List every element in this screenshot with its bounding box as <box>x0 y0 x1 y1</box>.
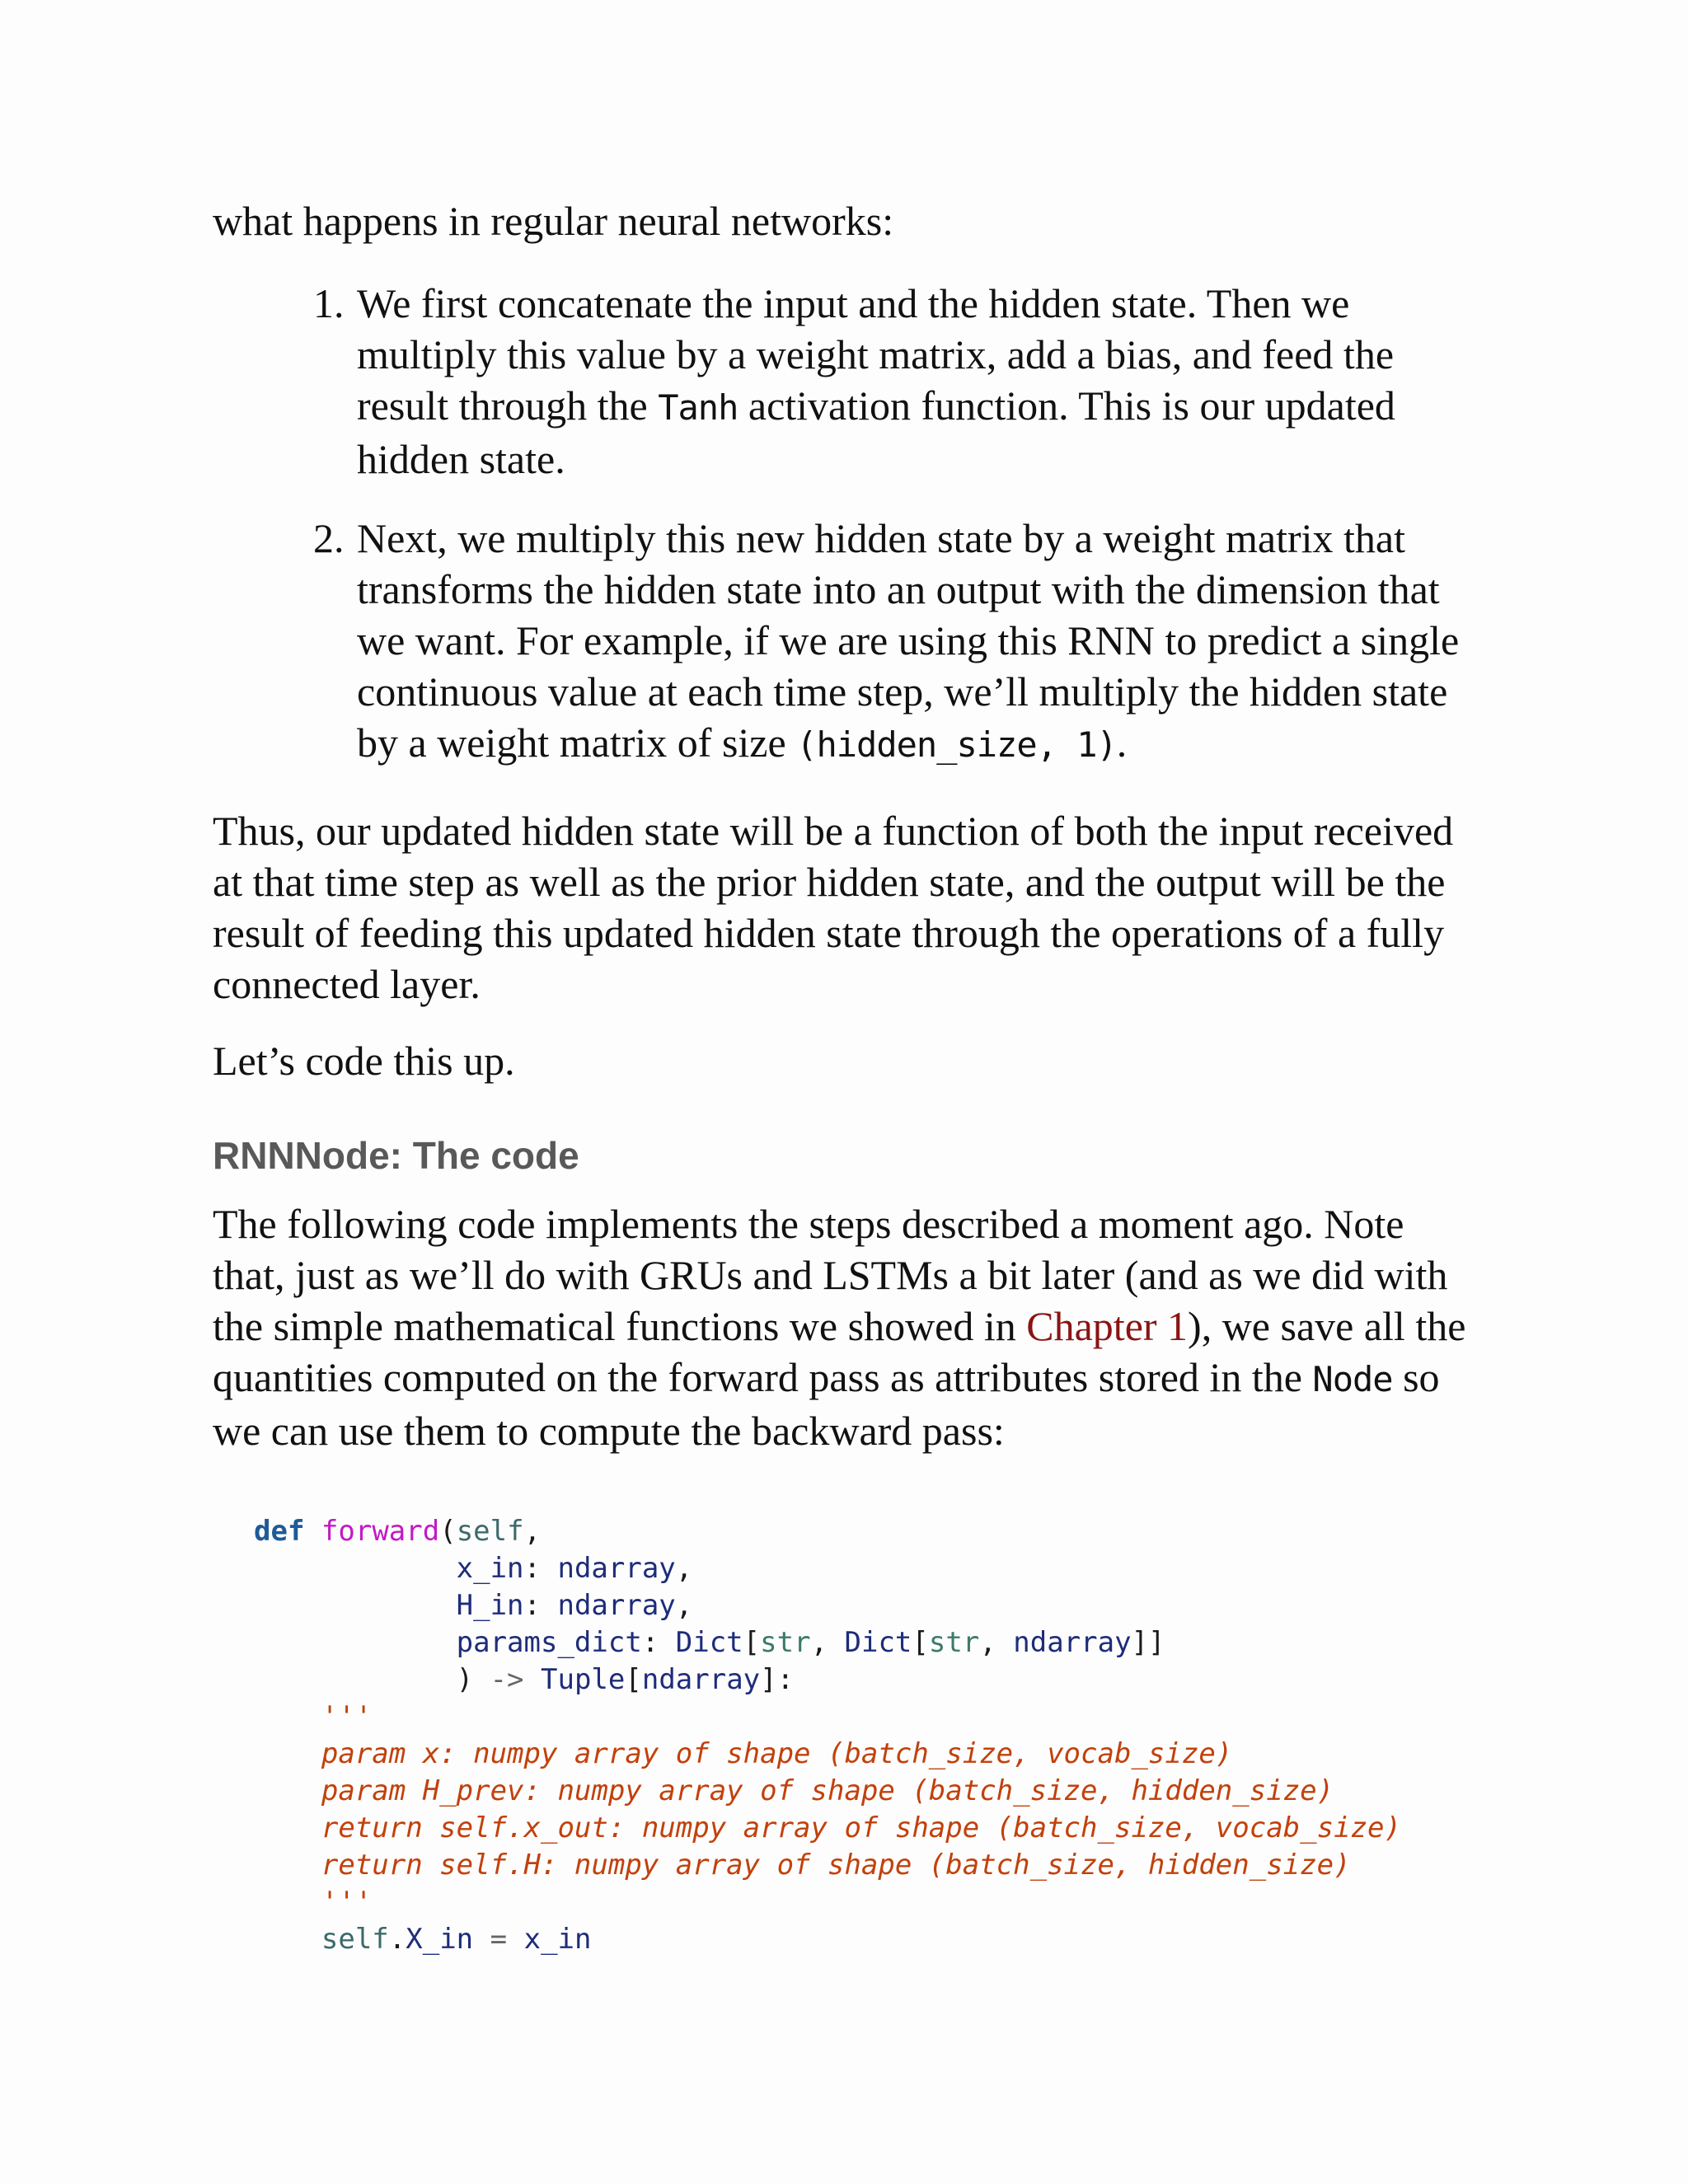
code-block: def forward(self, x_in: ndarray, H_in: ndarray, params_dict: Dict[str, Dict[str, ndarray]] ) -> Tuple[ndarray]: ''' param x: numpy array of shape (batch_size, vocab_size) param H_prev: numpy array of shape (batch_size, hidden_size) return self.x_out: numpy array of shape (batch_size, vocab_size) return self.H: numpy array of shape (batch_size, hidden_size) ''' self.X_in = x_in <box>254 1515 1401 1956</box>
code-intro-paragraph: The following code implements the steps described a moment ago. Note that, just as we’ll do with GRUs and LSTMs a bit later (and as we did with the simple mathematical functions we showed in Chapter 1), we save all the quantities computed on the forward pass as attributes stored in the Node so we can use them to compute the backward pass: <box>213 1201 1466 1454</box>
list-item: 1. We first concatenate the input and the hidden state. Then we multiply this value by a weight matrix, add a bias, and feed the result through the Tanh activation function. This is our updated hidden state. <box>316 278 1494 485</box>
inline-code: Tanh <box>658 387 738 428</box>
list-number: 1. <box>313 280 345 326</box>
lets-code-paragraph: Let’s code this up. <box>213 1038 515 1084</box>
list-item: 2. Next, we multiply this new hidden state by a weight matrix that transforms the hidden state into an output with the dimension that we want. For example, if we are using this RNN to predict a single continuous value at each time step, we’ll multiply the hidden state by a weight matrix of size (hidden_size, 1). <box>316 513 1494 771</box>
intro-paragraph: what happens in regular neural networks: <box>213 198 894 244</box>
chapter-link[interactable]: Chapter 1 <box>1026 1303 1189 1349</box>
inline-code: (hidden_size, 1) <box>796 724 1117 765</box>
inline-code: Node <box>1312 1359 1393 1399</box>
section-heading: RNNNode: The code <box>213 1134 579 1177</box>
summary-paragraph: Thus, our updated hidden state will be a function of both the input received at that time step as well as the prior hidden state, and the output will be the result of feeding this updated hidden state through the operations of a fully connected layer. <box>213 808 1454 1007</box>
list-number: 2. <box>313 515 345 561</box>
